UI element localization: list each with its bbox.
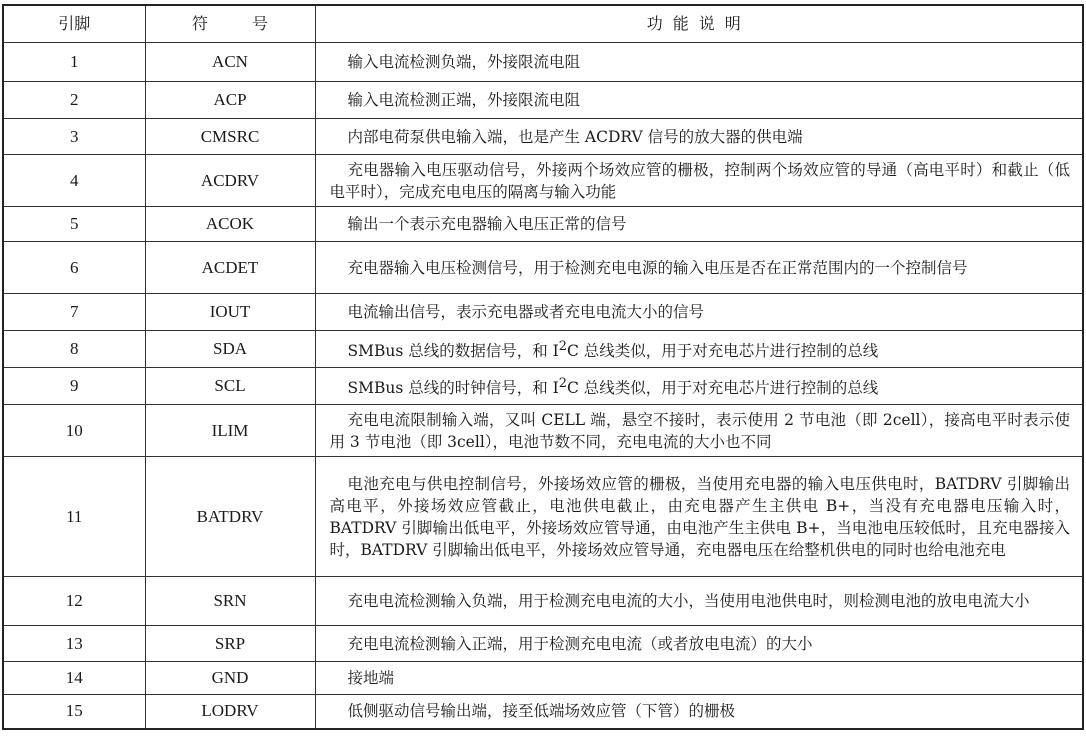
table-row xyxy=(3,43,1083,82)
pin-description: 充电电流检测输入负端，用于检测充电电流的大小，当使用电池供电时，则检测电池的放电电流大小 xyxy=(315,577,1083,626)
table-row xyxy=(3,662,1083,695)
pin-symbol: LODRV xyxy=(145,695,315,729)
table-row xyxy=(3,457,1083,577)
pin-description: 输入电流检测正端，外接限流电阻 xyxy=(315,82,1083,119)
pin-description: 输出一个表示充电器输入电压正常的信号 xyxy=(315,207,1083,242)
pin-description: 充电电流检测输入正端，用于检测充电电流（或者放电电流）的大小 xyxy=(315,626,1083,662)
pin-description: 低侧驱动信号输出端，接至低端场效应管（下管）的栅极 xyxy=(315,695,1083,729)
pin-symbol: ACP xyxy=(145,82,315,119)
header-pin: 引脚 xyxy=(3,5,145,43)
pin-description: SMBus 总线的数据信号，和 $I^2C$ 总线类似，用于对充电芯片进行控制的总线 xyxy=(315,331,1083,368)
pin-symbol: CMSRC xyxy=(145,119,315,155)
table-row xyxy=(3,207,1083,242)
table-row xyxy=(3,626,1083,662)
pin-symbol: ACDRV xyxy=(145,155,315,207)
pin-number: 1 xyxy=(3,43,145,82)
table-row xyxy=(3,82,1083,119)
pin-description: 接地端 xyxy=(315,662,1083,695)
pin-symbol: ACN xyxy=(145,43,315,82)
table-row xyxy=(3,405,1083,457)
table-row xyxy=(3,695,1083,729)
table-row xyxy=(3,368,1083,405)
pin-number: 11 xyxy=(3,457,145,577)
pin-symbol: ILIM xyxy=(145,405,315,457)
pin-description: 电池充电与供电控制信号，外接场效应管的栅极，当使用充电器的输入电压供电时，BATDRV 引脚输出高电平，外接场效应管截止，电池供电截止，由充电器产生主供电 B+，当没有充电器电压输入时，BATDRV 引脚输出低电平，外接场效应管导通，由电池产生主供电 B+，当电池电压较低时，且充电器接入时，BATDRV 引脚输出低电平，外接场效应管导通，充电器电压在给整机供电的同时也给电池充电 xyxy=(315,457,1083,577)
table-header-row xyxy=(3,5,1083,43)
pin-symbol: ACOK xyxy=(145,207,315,242)
pin-symbol: BATDRV xyxy=(145,457,315,577)
table-row xyxy=(3,577,1083,626)
pin-description: 充电器输入电压检测信号，用于检测充电电源的输入电压是否在正常范围内的一个控制信号 xyxy=(315,242,1083,294)
pin-description: 内部电荷泵供电输入端，也是产生 ACDRV 信号的放大器的供电端 xyxy=(315,119,1083,155)
pin-number: 6 xyxy=(3,242,145,294)
pin-number: 13 xyxy=(3,626,145,662)
header-symbol xyxy=(145,5,315,43)
header-function: 功能说明 xyxy=(315,5,1083,43)
header-symbol-b: 号 xyxy=(251,14,268,33)
pin-number: 10 xyxy=(3,405,145,457)
pin-description: 电流输出信号，表示充电器或者充电电流大小的信号 xyxy=(315,294,1083,331)
table-row xyxy=(3,119,1083,155)
header-symbol-a: 符 xyxy=(191,14,208,33)
pin-description: 充电器输入电压驱动信号，外接两个场效应管的栅极，控制两个场效应管的导通（高电平时）和截止（低电平时），完成充电电压的隔离与输入功能 xyxy=(315,155,1083,207)
pin-symbol: SRP xyxy=(145,626,315,662)
table-row xyxy=(3,331,1083,368)
pin-number: 9 xyxy=(3,368,145,405)
pin-number: 8 xyxy=(3,331,145,368)
pin-number: 15 xyxy=(3,695,145,729)
pin-symbol: SCL xyxy=(145,368,315,405)
pin-symbol: ACDET xyxy=(145,242,315,294)
pin-number: 14 xyxy=(3,662,145,695)
pin-description: 输入电流检测负端，外接限流电阻 xyxy=(315,43,1083,82)
pin-number: 3 xyxy=(3,119,145,155)
table-row xyxy=(3,155,1083,207)
pin-number: 5 xyxy=(3,207,145,242)
pin-number: 4 xyxy=(3,155,145,207)
table-row xyxy=(3,242,1083,294)
pin-number: 7 xyxy=(3,294,145,331)
pin-function-table xyxy=(2,4,1084,730)
pin-description: SMBus 总线的时钟信号，和 $I^2C$ 总线类似，用于对充电芯片进行控制的总线 xyxy=(315,368,1083,405)
pin-number: 2 xyxy=(3,82,145,119)
pin-number: 12 xyxy=(3,577,145,626)
pin-symbol: IOUT xyxy=(145,294,315,331)
table-row xyxy=(3,294,1083,331)
pin-symbol: SDA xyxy=(145,331,315,368)
pin-symbol: GND xyxy=(145,662,315,695)
pin-description: 充电电流限制输入端，又叫 CELL 端，悬空不接时，表示使用 2 节电池（即 2cell），接高电平时表示使用 3 节电池（即 3cell），电池节数不同，充电电流的大小也不同 xyxy=(315,405,1083,457)
pin-symbol: SRN xyxy=(145,577,315,626)
